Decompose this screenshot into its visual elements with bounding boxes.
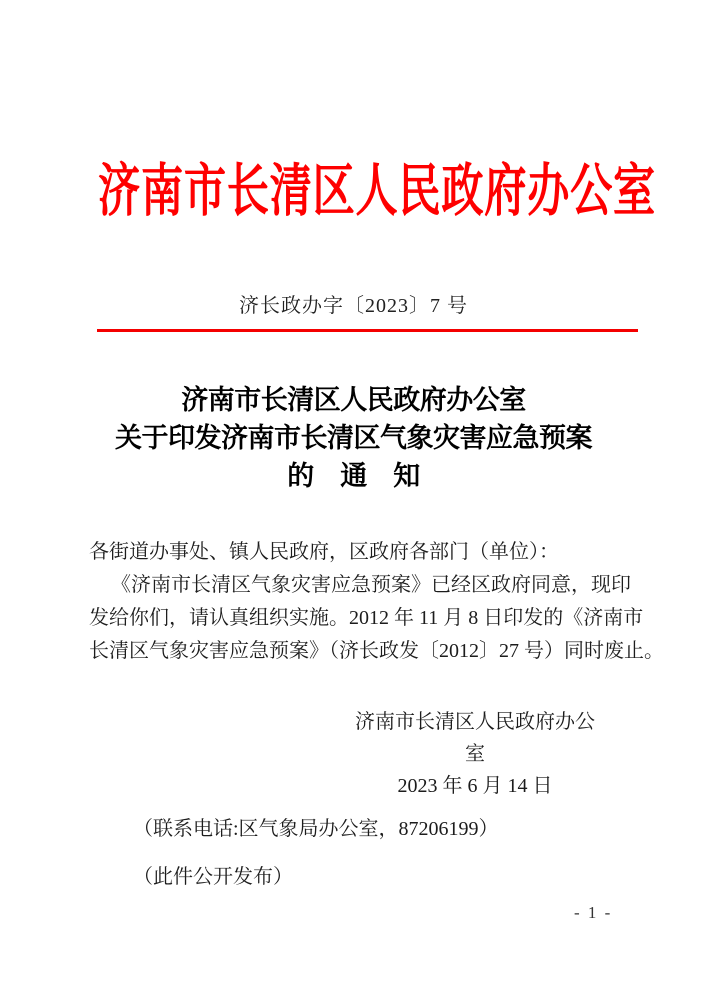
salutation-line: 各街道办事处、镇人民政府，区政府各部门（单位）： — [89, 541, 559, 563]
notice-title-line-2: 关于印发济南市长清区气象灾害应急预案 — [115, 423, 592, 453]
red-divider-line — [97, 329, 638, 332]
body-line: 长清区气象灾害应急预案》（济长政发〔2012〕27 号）同时废止。 — [89, 640, 664, 662]
doc-reference-number: 济长政办字〔2023〕7 号 — [239, 295, 468, 317]
letterhead-title: 济南市长清区人民政府办公室 — [98, 159, 656, 223]
notice-title-line-1: 济南市长清区人民政府办公室 — [181, 385, 526, 415]
body-line: 《济南市长清区气象灾害应急预案》已经区政府同意，现印 — [111, 574, 631, 596]
notice-title — [0, 381, 707, 495]
notice-title-line-3: 的 通 知 — [287, 461, 420, 491]
body-line: 发给你们，请认真组织实施。2012 年 11 月 8 日印发的《济南市 — [89, 607, 644, 629]
signature-block — [348, 706, 602, 802]
signature-date: 2023 年 6 月 14 日 — [397, 775, 553, 797]
public-release-note: （此件公开发布） — [133, 866, 293, 888]
letterhead-banner — [0, 160, 707, 222]
contact-phone-note: （联系电话:区气象局办公室，87206199） — [133, 818, 499, 840]
notice-body — [89, 536, 664, 668]
signature-issuer: 济南市长清区人民政府办公室 — [355, 711, 595, 765]
page-number: - 1 - — [574, 903, 613, 922]
